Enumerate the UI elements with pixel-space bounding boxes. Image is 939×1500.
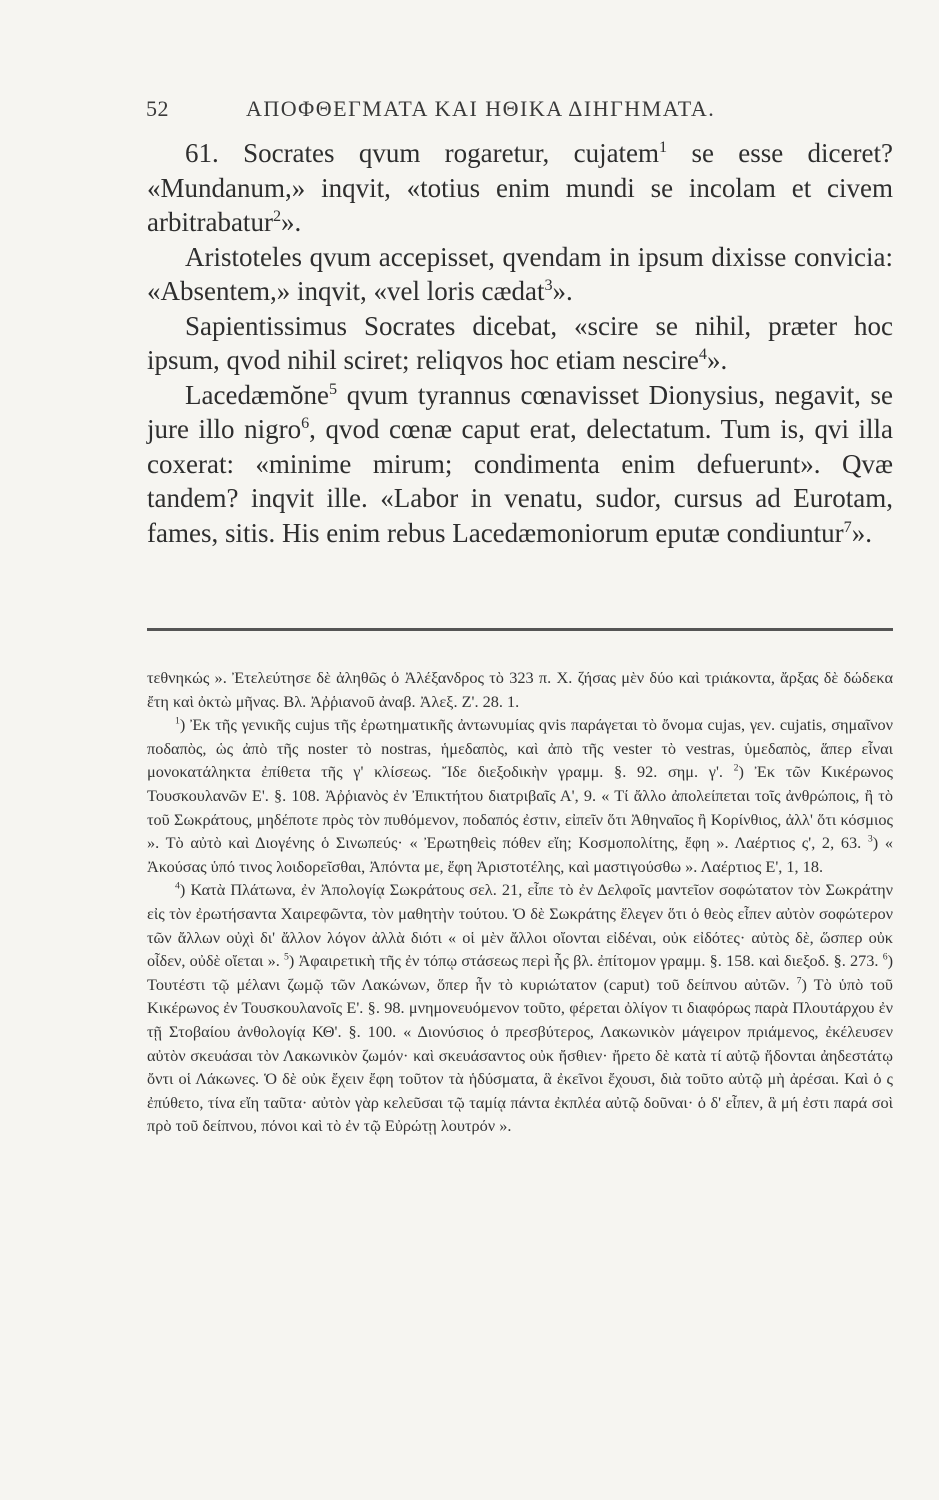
footnote-ref-4: 4: [698, 345, 707, 363]
footnote-ref-2: 2: [272, 207, 282, 225]
footnote-ref-1: 1: [659, 138, 668, 156]
footnote-ref-3: 3: [544, 276, 553, 294]
footnote-ref-5: 5: [328, 379, 338, 398]
footnote-ref-7: 7: [843, 517, 852, 536]
paragraph-socrates-nihil: Sapientissimus Socrates dicebat, «scire se nihil, præter hoc ipsum, qvod nihil sciret; reliqvos hoc etiam nescire$^4$».: [147, 310, 893, 375]
footnote-4-5-6-7: $^4$) Κατὰ Πλάτωνα, ἐν Ἀπολογίᾳ Σωκράτους σελ. 21, εἶπε τὸ ἐν Δελφοῖς μαντεῖον σοφώτατον τὸν Σωκράτην εἰς τὸν ἐρωτήσαντα Χαιρεφῶντα, τὸν μαθητὴν τούτου. Ὁ δὲ Σωκράτης ἔλεγεν ὅτι ὁ θεὸς εἶπεν αὐτὸν σοφώτερον τῶν ἄλλων οὐχὶ δι' ἄλλον λόγον ἀλλὰ διότι « οἱ μὲν ἄλλοι οἴονται εἰδέναι, οὐκ εἰδότες· αὐτὸς δὲ, ὥσπερ οὐκ οἶδεν, οὐδὲ οἴεται ». $^5$) Ἀφαιρετικὴ τῆς ἐν τόπῳ στάσεως περὶ ἧς βλ. ἐπίτομον γραμμ. §. 158. καὶ διεξοδ. §. 273. $^6$) Τουτέστι τῷ μέλανι ζωμῷ τῶν Λακώνων, ὅπερ ἦν τὸ κυριώτατον (caput) τοῦ δείπνου αὐτῶν. $^7$) Τὸ ὑπὸ τοῦ Κικέρωνος ἐν Τουσκουλανοῖς Ε'. §. 98. μνημονευόμενον τοῦτο, φέρεται ὀλίγον τι διαφόρως παρὰ Πλουτάρχου ἐν τῇ Στοβαίου ἀνθολογίᾳ ΚΘ'. §. 100. « Διονύσιος ὁ πρεσβύτερος, Λακωνικὸν μάγειρον πριάμενος, ἐκέλευσεν αὐτὸν σκευάσαι τὸν Λακωνικὸν ζωμόν· καὶ σκευάσαντος οὐκ ἤσθιεν· ἤρετο δὲ κατὰ τί αὐτῷ ἥδονται ἀηδεστάτῳ ὄντι οἱ Λάκωνες. Ὁ δὲ οὐκ ἔχειν ἔφη τοῦτον τὰ ἡδύσματα, ἃ ἐκεῖνοι ἔχουσι, διὰ τοῦτο αὐτῷ μὴ ἀρέσαι. Καὶ ὁ ς ἐπύθετο, τίνα εἴη ταῦτα· αὐτὸν γὰρ κελεῦσαι τῷ ταμίᾳ πάντα ἐκπλέα αὐτῷ δοῦναι· ὁ δ' εἶπεν, ἃ μή ἐστι παρά σοὶ πρὸ τοῦ δείπνου, πόνοι καὶ τὸ ἐν τῷ Εὐρώτῃ λουτρόν ».: [147, 880, 893, 1136]
footnote-1-2-3: $^1$) Ἐκ τῆς γενικῆς cujus τῆς ἐρωτηματικῆς ἀντωνυμίας qvis παράγεται τὸ ὄνομα cujas, γεν. cujatis, σημαῖνον ποδαπὸς, ὡς ἀπὸ τῆς noster τὸ nostras, ἡμεδαπὸς, καὶ ἀπὸ τῆς vester τὸ vestras, ὑμεδαπὸς, ἅπερ εἶναι μονοκατάληκτα ἐπίθετα τῆς γ' κλίσεως. Ἴδε διεξοδικὴν γραμμ. §. 92. σημ. γ'. $^2$) Ἐκ τῶν Κικέρωνος Τουσκουλανῶν Ε'. §. 108. Ἀῤῥιανὸς ἐν Ἐπικτήτου διατριβαῖς Α', 9. « Τί ἄλλο ἀπολείπεται τοῖς ἀνθρώποις, ἢ τὸ τοῦ Σωκράτους, μηδέποτε πρὸς τὸν πυθόμενον, ποδαπός ἐστιν, εἰπεῖν ὅτι Ἀθηναῖος ἢ Κορίνθιος, ἀλλ' ὅτι κόσμιος ». Τὸ αὐτὸ καὶ Διογένης ὁ Σινωπεύς· « Ἐρωτηθεὶς πόθεν εἴη; Κοσμοπολίτης, ἔφη ». Λαέρτιος ς', 2, 63. $^3$) « Ἀκούσας ὑπό τινος λοιδορεῖσθαι, Ἀπόντα με, ἔφη Ἀριστοτέλης, καὶ μαστιγούσθω ». Λαέρτιος Ε', 1, 18.: [147, 715, 894, 876]
footnote-divider: [147, 628, 893, 631]
running-title: ΑΠΟΦΘΕΓΜΑΤΑ ΚΑΙ ΗΘΙΚΑ ΔΙΗΓΗΜΑΤΑ.: [246, 96, 716, 121]
main-text: [147, 136, 893, 550]
footnote-continuation: τεθνηκώς ». Ἐτελεύτησε δὲ ἀληθῶς ὁ Ἀλέξανδρος τὸ 323 π. Χ. ζήσας μὲν δύο καὶ τριάκοντα, ἄρξας δὲ δώδεκα ἔτη καὶ ὀκτὼ μῆνας. Βλ. Ἀῤῥιανοῦ ἀναβ. Ἀλεξ. Ζ'. 28. 1.: [147, 668, 893, 711]
paragraph-dionysius: Lacedæmŏne$^5$ qvum tyrannus cœnavisset Dionysius, negavit, se jure illo nigro$^6$, qvod cœnæ caput erat, delectatum. Tum is, qvi illa coxerat: «minime mirum; condimenta enim defuerunt». Qvæ tandem? inqvit ille. «Labor in venatu, sudor, cursus ad Eurotam, fames, sitis. His enim rebus Lacedæmoniorum eputæ condiuntur$^7$».: [147, 379, 893, 548]
page-number: 52: [146, 96, 169, 121]
running-header: [146, 96, 786, 122]
footnote-ref-6: 6: [301, 414, 310, 432]
footnotes: [147, 666, 893, 1138]
paragraph-socrates-cosmopolitan: 61. Socrates qvum rogaretur, cujatem$^1$ se esse diceret? «Mundanum,» inqvit, «totius enim mundi se incolam et civem arbitrabatur$^2$».: [147, 138, 893, 237]
paragraph-aristoteles: Aristoteles qvum accepisset, qvendam in ipsum dixisse convicia: «Absentem,» inqvit, «vel loris cædat$^3$».: [147, 241, 893, 306]
